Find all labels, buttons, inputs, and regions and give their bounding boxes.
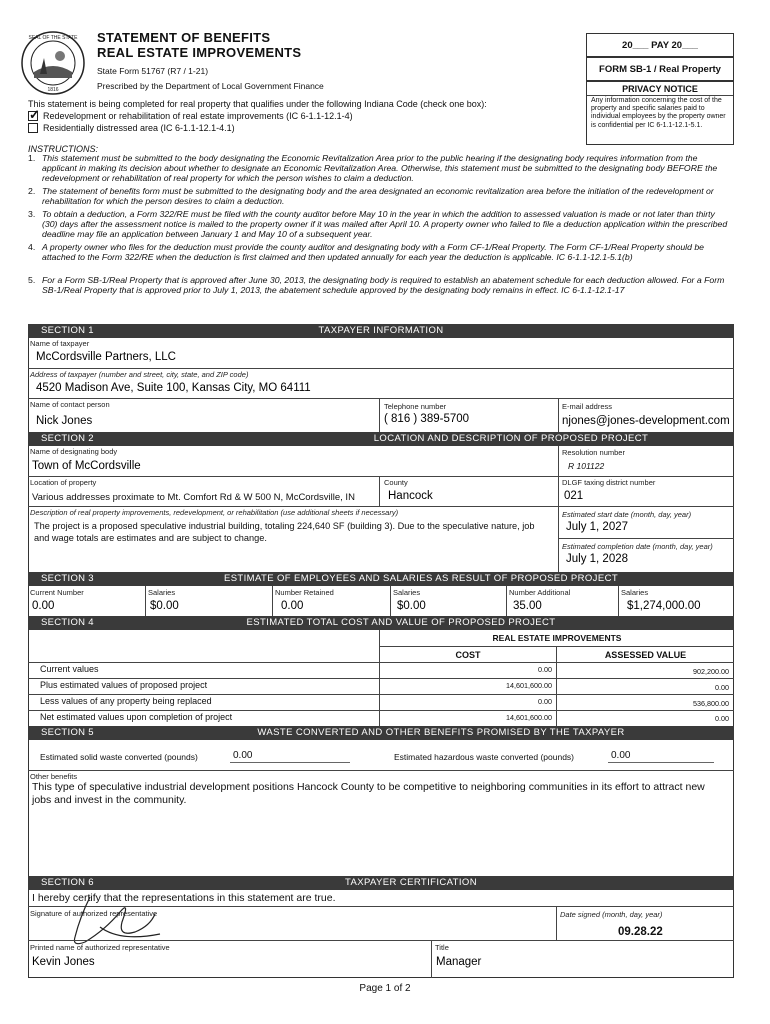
instruction-2: 2. The statement of benefits form must be submitted to the designating body and the area designated an economic revitalization area before the initiation of the redevelopment or rehabilitation for which the person desires to claim a deduction. (28, 186, 714, 207)
retained-employees-field[interactable]: 0.00 (281, 600, 304, 612)
email-field[interactable]: njones@jones-development.com (562, 415, 730, 427)
plus-estimated-cost[interactable]: 14,601,600.00 (506, 681, 552, 690)
section5-header: WASTE CONVERTED AND OTHER BENEFITS PROMISED BY THE TAXPAYER SECTION 5 (28, 726, 734, 740)
privacy-notice: PRIVACY NOTICE Any information concerning the cost of the property and specific salaries paid to individual employees by the property owner is confidential per IC 6-1.1-12.1-5.1. (586, 81, 734, 145)
additional-employees-field[interactable]: 35.00 (513, 600, 542, 612)
printed-name-field[interactable]: Kevin Jones (32, 956, 95, 968)
other-benefits-field[interactable]: This type of speculative industrial development positions Hancock County to be competitive to neighboring communities in its effort to attract new jobs and invest in the community. (32, 781, 705, 806)
form-number: State Form 51767 (R7 / 1-21) (97, 66, 209, 76)
indiana-state-seal (20, 30, 86, 96)
form-name-box: FORM SB-1 / Real Property (586, 57, 734, 81)
taxpayer-address-field[interactable]: 4520 Madison Ave, Suite 100, Kansas City, MO 64111 (36, 382, 311, 394)
completion-date-field[interactable]: July 1, 2028 (566, 553, 629, 565)
prescribed-by: Prescribed by the Department of Local Government Finance (97, 81, 324, 91)
net-estimated-cost[interactable]: 14,601,600.00 (506, 713, 552, 722)
instruction-3: 3. To obtain a deduction, a Form 322/RE must be filed with the county auditor before May 10 in the year in which the addition to assessed valuation is made or not later than thirty (30) days after the assessment notice is mailed to the property owner if it was mailed after April 10. A property owner who failed to file a deduction application within the prescribed deadline may file an application between January 1 and May 10 of a subsequent year. (28, 209, 728, 240)
project-description-field[interactable]: The project is a proposed speculative industrial building, totaling 224,640 SF (building 3). Due to the speculative nature, job and wage totals are estimates and are subject to change. (34, 521, 535, 543)
current-salaries-field[interactable]: $0.00 (150, 600, 179, 612)
solid-waste-label: Estimated solid waste converted (pounds) (40, 752, 198, 762)
form-title-line2: REAL ESTATE IMPROVEMENTS (97, 45, 302, 60)
solid-waste-field[interactable]: 0.00 (233, 750, 253, 761)
svg-text:1816: 1816 (47, 87, 59, 93)
retained-salaries-field[interactable]: $0.00 (397, 600, 426, 612)
section3-header: ESTIMATE OF EMPLOYEES AND SALARIES AS RESULT OF PROPOSED PROJECT SECTION 3 (28, 572, 734, 586)
instructions-heading: INSTRUCTIONS: (28, 144, 99, 154)
contact-person-field[interactable]: Nick Jones (36, 415, 93, 427)
instruction-4: 4. A property owner who files for the deduction must provide the county auditor and designating body with a Form CF-1/Real Property. The Form CF-1/Real Property should be attached to the Form 322/RE when the deduction is first claimed and then updated annually for each year the deduction is applicable. IC 6-1.1-12.1-5.1(b) (28, 242, 705, 263)
section6-header: TAXPAYER CERTIFICATION SECTION 6 (28, 876, 734, 890)
county-field[interactable]: Hancock (388, 490, 433, 502)
page-number: Page 1 of 2 (359, 983, 411, 994)
checkmark-icon: ✓ (29, 107, 40, 122)
net-estimated-label: Net estimated values upon completion of project (40, 712, 233, 722)
less-values-label: Less values of any property being replaced (40, 696, 212, 706)
designating-body-field[interactable]: Town of McCordsville (32, 460, 141, 472)
resolution-number-field[interactable]: R 101122 (568, 461, 605, 471)
title-field[interactable]: Manager (436, 956, 482, 968)
net-estimated-assessed[interactable]: 0.00 (715, 714, 729, 723)
taxpayer-name-field[interactable]: McCordsville Partners, LLC (36, 351, 176, 363)
date-signed-field[interactable]: 09.28.22 (618, 926, 663, 938)
redevelopment-option-label: Redevelopment or rehabilitation of real estate improvements (IC 6-1.1-12.1-4) (43, 111, 353, 121)
plus-estimated-assessed[interactable]: 0.00 (715, 683, 729, 692)
certification-statement: I hereby certify that the representations in this statement are true. (32, 892, 336, 904)
additional-salaries-field[interactable]: $1,274,000.00 (627, 600, 701, 612)
redevelopment-checkbox[interactable] (28, 107, 40, 122)
form-title-line1: STATEMENT OF BENEFITS (97, 30, 271, 45)
instruction-1: 1. This statement must be submitted to the body designating the Economic Revitalization Area prior to the public hearing if the designating body requires information from the applicant in making its decision about whether to designate an Economic Revitalization Area. Otherwise, this statement must be submitted to the designating body BEFORE the redevelopment or rehabilitation of real property for which the person wishes to claim a deduction. (28, 153, 718, 184)
hazardous-waste-label: Estimated hazardous waste converted (pounds) (394, 752, 575, 762)
current-values-label: Current values (40, 664, 99, 674)
real-estate-improvements-header: REAL ESTATE IMPROVEMENTS (492, 633, 622, 643)
current-values-cost[interactable]: 0.00 (538, 665, 552, 674)
pay-year-box[interactable]: 20___ PAY 20___ (586, 33, 734, 57)
residential-distressed-label: Residentially distressed area (IC 6-1.1-12.1-4.1) (43, 123, 235, 133)
intro-statement: This statement is being completed for real property that qualifies under the following Indiana Code (check one box): (28, 99, 487, 109)
current-values-assessed[interactable]: 902,200.00 (693, 667, 729, 676)
plus-estimated-label: Plus estimated values of proposed project (40, 680, 208, 690)
svg-text:SEAL OF THE STATE: SEAL OF THE STATE (28, 35, 78, 41)
telephone-field[interactable]: ( 816 ) 389-5700 (384, 413, 470, 425)
residential-distressed-checkbox[interactable] (28, 123, 38, 133)
current-employees-field[interactable]: 0.00 (32, 600, 55, 612)
start-date-field[interactable]: July 1, 2027 (566, 521, 629, 533)
hazardous-waste-field[interactable]: 0.00 (611, 750, 631, 761)
assessed-value-column-header: ASSESSED VALUE (604, 650, 687, 660)
less-values-cost[interactable]: 0.00 (538, 697, 552, 706)
less-values-assessed[interactable]: 536,800.00 (693, 699, 729, 708)
dlgf-district-field[interactable]: 021 (564, 490, 584, 502)
section4-header: ESTIMATED TOTAL COST AND VALUE OF PROPOSED PROJECT SECTION 4 (28, 616, 734, 630)
section1-header: TAXPAYER INFORMATION SECTION 1 (28, 324, 734, 338)
instruction-5: 5. For a Form SB-1/Real Property that is approved after June 30, 2013, the designating body is required to establish an abatement schedule for each deduction allowed. For a Form SB-1/Real Property that is approved prior to July 1, 2013, the abatement schedule approved by the designating body remains in effect. IC 6-1.1-12.1-17 (28, 275, 725, 296)
property-location-field[interactable]: Various addresses proximate to Mt. Comfort Rd & W 500 N, McCordsville, IN (32, 492, 355, 503)
cost-column-header: COST (455, 650, 481, 660)
section2-header: LOCATION AND DESCRIPTION OF PROPOSED PROJECT SECTION 2 (28, 432, 734, 446)
